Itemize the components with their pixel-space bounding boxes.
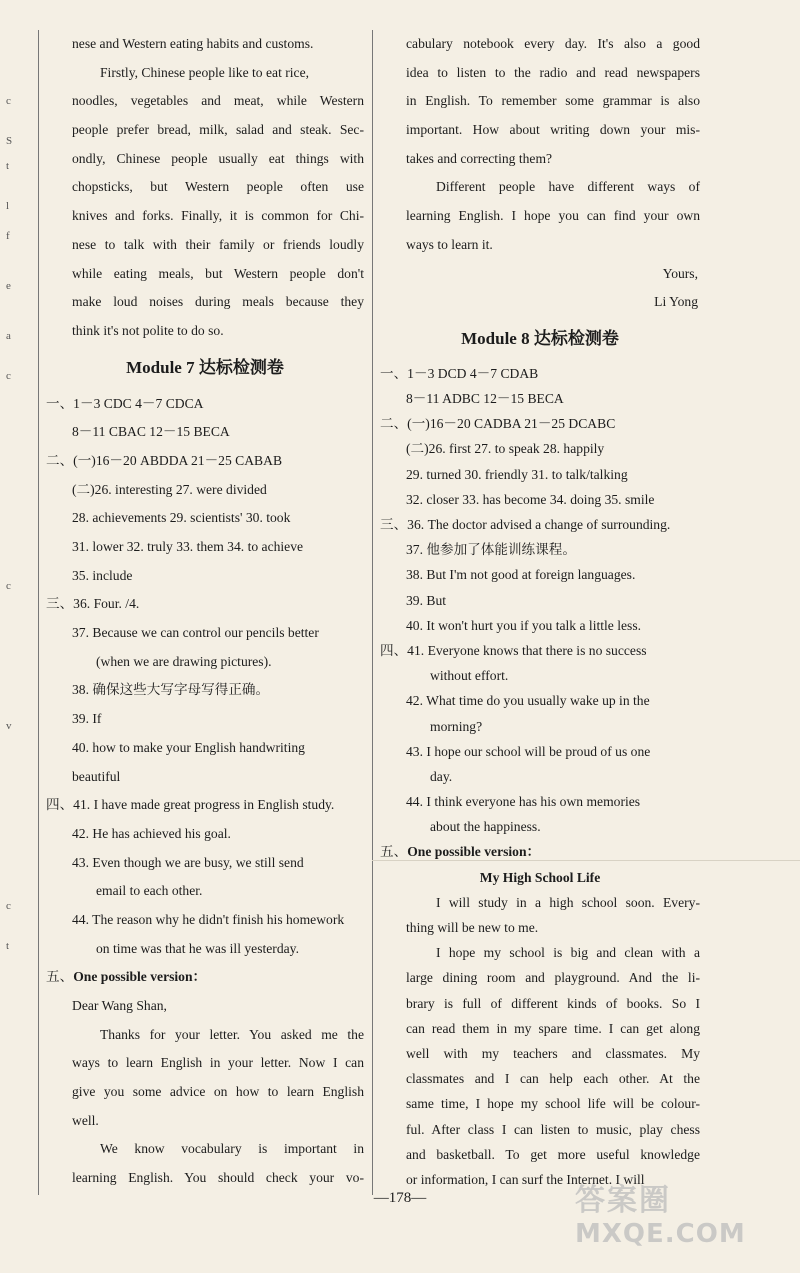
essay-line: same time, I hope my school life will be colour-: [406, 1096, 700, 1112]
margin-mark: c: [6, 900, 11, 912]
module-7-answers: [46, 390, 364, 964]
letter-line: important. How about writing down your mis-: [406, 122, 700, 138]
answer-line: 44. I think everyone has his own memories: [406, 794, 641, 810]
essay-body: [380, 890, 700, 1192]
answer-line: 三、36. Four. /4.: [46, 596, 140, 612]
left-column-rule: [38, 30, 39, 1195]
section-five-label: 五、: [380, 844, 408, 860]
text-line: people prefer bread, milk, salad and steak. Sec-: [72, 122, 364, 138]
answer-line: 42. What time do you usually wake up in the: [406, 693, 650, 709]
answer-line: 40. how to make your English handwriting: [72, 739, 305, 755]
section-five-heading: One possible version：: [407, 844, 541, 860]
answer-line: email to each other.: [96, 883, 203, 899]
answer-line: beautiful: [72, 768, 121, 784]
text-line: while eating meals, but Western people don't: [72, 265, 364, 281]
text-line: Firstly, Chinese people like to eat rice,: [100, 64, 310, 80]
letter-line: learning English. You should check your vo-: [72, 1170, 364, 1186]
answer-line: 40. It won't hurt you if you talk a little less.: [406, 617, 642, 633]
essay-line: or information, I can surf the Internet. I will: [406, 1171, 645, 1187]
margin-mark: t: [6, 940, 10, 952]
letter-line: takes and correcting them?: [406, 150, 553, 166]
letter-line: ways to learn it.: [406, 236, 493, 252]
section-five-label: 五、: [46, 969, 74, 985]
answer-line: on time was that he was ill yesterday.: [96, 940, 299, 956]
essay-line: I will study in a high school soon. Every-: [436, 894, 700, 910]
module-8-title: Module 8 达标检测卷: [461, 328, 619, 348]
essay-line: thing will be new to me.: [406, 920, 539, 935]
essay-line: classmates and I can help each other. At the: [406, 1071, 700, 1087]
answer-line: (when we are drawing pictures).: [96, 653, 272, 669]
section-five-header: [380, 839, 700, 864]
answer-line: 四、41. Everyone knows that there is no success: [380, 642, 647, 658]
answer-line: 二、(一)16－20 ABDDA 21－25 CABAB: [46, 452, 283, 468]
text-line: make loud noises during meals because they: [72, 294, 364, 310]
binding-margin-marks: [6, 80, 20, 980]
answer-line: 39. But: [406, 592, 447, 608]
letter-line: cabulary notebook every day. It's also a good: [406, 36, 700, 51]
margin-mark: c: [6, 370, 11, 382]
answer-line: 43. Even though we are busy, we still send: [72, 854, 304, 870]
answer-line: (二)26. interesting 27. were divided: [72, 481, 267, 497]
watermark-top-text: 答案圈: [575, 1183, 671, 1218]
letter-line: learning English. I hope you can find your own: [406, 208, 700, 224]
answer-line: 43. I hope our school will be proud of us one: [406, 743, 651, 759]
margin-mark: S: [6, 135, 13, 147]
letter-line: Different people have different ways of: [436, 179, 700, 195]
answer-line: 29. turned 30. friendly 31. to talk/talking: [406, 466, 628, 482]
letter-line: ways to learn English in your letter. Now I can: [72, 1055, 364, 1071]
margin-mark: f: [6, 230, 10, 242]
essay-line: and basketball. To get more useful knowledge: [406, 1146, 700, 1162]
module-7-title: Module 7 达标检测卷: [126, 357, 284, 377]
text-line: think it's not polite to do so.: [72, 322, 224, 338]
answer-line: 二、(一)16－20 CADBA 21－25 DCABC: [380, 416, 616, 432]
answer-line: 39. If: [72, 711, 102, 727]
answer-line: 28. achievements 29. scientists' 30. took: [72, 510, 291, 526]
letter-line: give you some advice on how to learn English: [72, 1084, 364, 1100]
answer-line: without effort.: [430, 668, 509, 684]
text-line: ondly, Chinese people usually eat things with: [72, 150, 364, 166]
answer-line: about the happiness.: [430, 819, 541, 835]
text-line: knives and forks. Finally, it is common for Chi-: [72, 208, 364, 224]
module-8-answers: [380, 361, 700, 840]
answer-line: 44. The reason why he didn't finish his homework: [72, 911, 345, 927]
letter-line: well.: [72, 1112, 99, 1128]
answer-line: 四、41. I have made great progress in English study.: [46, 797, 335, 813]
answer-line: 8－11 ADBC 12－15 BECA: [406, 391, 564, 407]
letter-greeting: Dear Wang Shan,: [72, 998, 167, 1013]
answer-line: 8－11 CBAC 12－15 BECA: [72, 424, 230, 440]
right-column: [380, 30, 700, 1192]
column-divider: [372, 30, 373, 1195]
answer-line: 一、1－3 DCD 4－7 CDAB: [380, 365, 539, 381]
answer-line: 32. closer 33. has become 34. doing 35. smile: [406, 491, 655, 507]
answer-line: (二)26. first 27. to speak 28. happily: [406, 441, 605, 457]
letter-line: in English. To remember some grammar is also: [406, 93, 700, 109]
essay-line: large dining room and playground. And the li-: [406, 970, 700, 986]
answer-line: 37. Because we can control our pencils better: [72, 625, 319, 641]
essay-title: My High School Life: [479, 869, 601, 885]
answer-line: 35. include: [72, 567, 133, 583]
margin-mark: v: [6, 720, 12, 732]
answer-line: morning?: [430, 718, 483, 734]
letter-line: We know vocabulary is important in: [100, 1141, 364, 1157]
letter-signature: Li Yong: [654, 294, 698, 310]
answer-line: day.: [430, 768, 453, 784]
text-line: nese and Western eating habits and customs.: [72, 36, 314, 51]
margin-mark: l: [6, 200, 10, 212]
left-column: [46, 30, 364, 1193]
essay-line: ful. After class I can listen to music, play chess: [406, 1121, 700, 1137]
letter-line: Thanks for your letter. You asked me the: [100, 1026, 364, 1042]
essay-line: can read them in my spare time. I can get along: [406, 1020, 700, 1036]
margin-mark: t: [6, 160, 10, 172]
text-line: nese to talk with their family or friends loudly: [72, 236, 364, 252]
answer-line: 38. 确保这些大写字母写得正确。: [72, 682, 270, 698]
margin-mark: c: [6, 95, 11, 107]
letter-closing: Yours,: [662, 265, 698, 281]
text-line: noodles, vegetables and meat, while Western: [72, 93, 364, 109]
essay-line: brary is full of different kinds of books. So I: [406, 995, 700, 1011]
answer-line: 一、1－3 CDC 4－7 CDCA: [46, 395, 204, 411]
section-five-header: [46, 963, 364, 992]
essay-line: well with my teachers and classmates. My: [406, 1045, 700, 1061]
answer-line: 31. lower 32. truly 33. them 34. to achieve: [72, 539, 304, 554]
answer-line: 37. 他参加了体能训练课程。: [406, 542, 576, 558]
margin-mark: e: [6, 280, 11, 292]
margin-mark: c: [6, 580, 11, 592]
answer-line: 38. But I'm not good at foreign languages.: [406, 567, 636, 583]
watermark-logo: [575, 1175, 795, 1270]
page-number: —178—: [373, 1190, 427, 1206]
answer-line: 42. He has achieved his goal.: [72, 825, 231, 841]
answer-line: 三、36. The doctor advised a change of surrounding.: [380, 517, 671, 532]
letter-line: idea to listen to the radio and read newspapers: [406, 64, 700, 80]
section-five-heading: One possible version：: [73, 969, 207, 985]
watermark-bottom-text: MXQE.COM: [575, 1219, 746, 1249]
margin-mark: a: [6, 330, 11, 342]
text-line: chopsticks, but Western people often use: [72, 179, 364, 195]
essay-line: I hope my school is big and clean with a: [436, 945, 700, 961]
